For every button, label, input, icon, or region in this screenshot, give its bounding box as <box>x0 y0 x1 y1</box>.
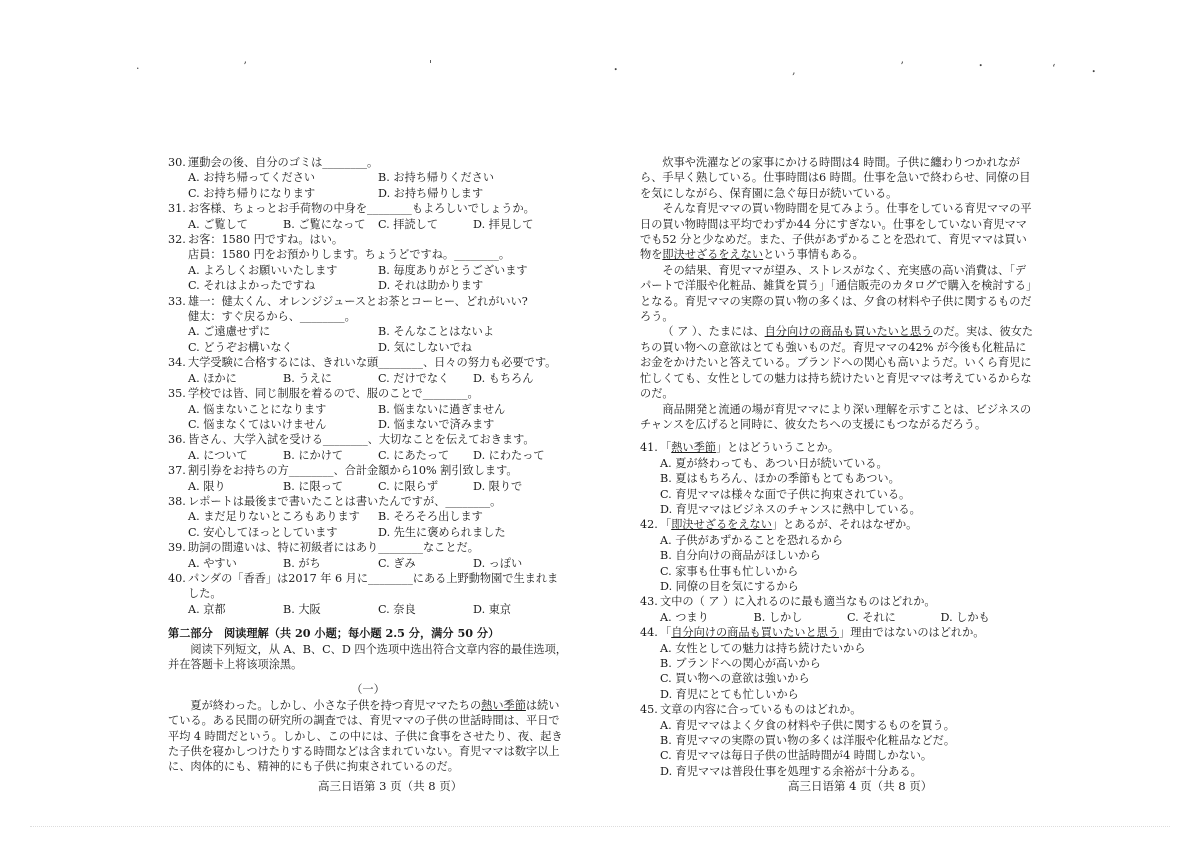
underlined-phrase: 自分向けの商品も買いたいと思う <box>671 626 840 640</box>
answer-option: D. 気にしないでね <box>378 340 472 354</box>
answer-option: A. まだ足りないところもあります <box>188 510 360 524</box>
answer-option: B. 育児ママの実際の買い物の多くは洋服や化粧品などだ。 <box>660 734 956 748</box>
answer-option: D. 育児ママはビジネスのチャンスに熱中している。 <box>660 502 921 516</box>
option-row <box>168 602 568 617</box>
answer-option: A. やすい <box>188 556 237 570</box>
question-number: 33. <box>168 294 186 308</box>
question-number: 36. <box>168 433 186 447</box>
question-number: 35. <box>168 387 186 401</box>
scan-mark: · <box>136 62 140 75</box>
option-row <box>168 417 568 432</box>
question-text: レポートは最後まで書いたことは書いたんですが、________。 <box>188 494 502 508</box>
question-number: 40. <box>168 571 186 585</box>
question-text: 雄一：健太くん、オレンジジュースとお茶とコーヒー、どれがいい? <box>188 294 528 308</box>
question-text-part: 「 <box>660 626 672 640</box>
answer-option: D. 育児にとても忙しいから <box>660 687 799 701</box>
passage-number: （一） <box>351 683 385 697</box>
question-number: 41. <box>640 441 658 455</box>
answer-option: D. 拝見して <box>473 217 534 231</box>
answer-option: D. にわたって <box>473 448 545 462</box>
answer-option: A. 限り <box>188 479 226 493</box>
answer-option: A. 女性としての魅力は持ち続けたいから <box>660 641 866 655</box>
option-row <box>168 509 568 524</box>
answer-option: A. ご覧して <box>188 217 248 231</box>
scan-mark: ꞏ <box>1092 65 1096 78</box>
answer-option: A. 悩まないことになります <box>188 402 327 416</box>
answer-option: A. ほかに <box>188 371 237 385</box>
answer-option: C. どうぞお構いなく <box>188 340 293 354</box>
answer-option: B. に限って <box>283 479 344 493</box>
answer-option: B. しかし <box>753 610 803 624</box>
answer-option: C. 拝読して <box>378 217 439 231</box>
question-text <box>660 594 936 609</box>
page-footer-right: 高三日语第 4 页（共 8 页） <box>788 779 933 793</box>
passage-text: 夏が終わった。しかし、小さな子供を持つ育児ママたちの <box>190 698 482 712</box>
answer-option: D. 先生に褒められました <box>378 525 506 539</box>
passage-text: そんな育児ママの買い物時間を見てみよう。仕事をしている育児ママの平日の買い物時間は平均でわずか44 分にすぎない。仕事をしていない育児ママでも52 分と少なめだ。また、子供があずかることを恐れて、育児ママは買い物を <box>640 202 1032 262</box>
question-text: 健太：すぐ戻るから、________。 <box>188 310 356 324</box>
answer-option: B. そろそろ出します <box>378 510 483 524</box>
question-stem <box>168 463 568 478</box>
option-row <box>168 263 568 278</box>
answer-option: A. よろしくお願いいたします <box>188 263 338 277</box>
answer-option: C. に限らず <box>378 479 439 493</box>
answer-option: D. っぽい <box>473 556 523 570</box>
passage-text: は続いている。ある民間の研究所の調査では、育児ママの子供の世話時間は、平日で平均 4 時間だという。しかし、この中には、子供に食事をさせたり、夜、起きた子供を寝かしつけたりする時間などは含まれていない。育児ママは数字以上に、肉体的にも、精神的にも子供に拘束されているのだ。 <box>168 698 563 774</box>
answer-option: B. ブランドへの関心が高いから <box>660 657 821 670</box>
answer-option: A. 京都 <box>188 602 226 616</box>
question-stem <box>168 201 568 216</box>
question-stem <box>640 440 1034 455</box>
scan-mark: ꞏ <box>614 63 618 76</box>
scan-mark: ʻ <box>1052 62 1056 75</box>
scan-mark: ' <box>429 58 433 71</box>
answer-option: B. そんなことはないよ <box>378 325 495 339</box>
question-text: お客様、ちょっとお手荷物の中身を________もよろしいでしょうか。 <box>188 202 535 216</box>
answer-option: B. 夏はもちろん、ほかの季節もとてもあつい。 <box>660 472 900 486</box>
passage-text: のだ。実は、彼女たちの買い物への意欲はとても強いものだ。育児ママの42% が今後も化粧品にお金をかけたいと答えている。ブランドへの関心も高いようだ。いくら育児に忙しくても、女性としての魅力は持ち続けたいと育児ママは考えているからなのだ。 <box>640 325 1034 401</box>
scan-marks <box>0 58 1200 78</box>
scan-mark: ‚ <box>792 64 796 77</box>
answer-option: B. 毎度ありがとうございます <box>378 263 528 277</box>
question-stem <box>168 155 568 170</box>
question-stem <box>168 386 568 401</box>
answer-option: C. 育児ママは毎日子供の世話時間が4 時間しかない。 <box>660 749 933 763</box>
question-text <box>660 440 839 455</box>
scan-mark: ꞏ <box>979 59 983 72</box>
answer-option: C. 安心してほっとしています <box>188 525 338 539</box>
answer-option: C. 買い物への意欲は強いから <box>660 672 810 686</box>
underlined-phrase: 自分向けの商品も買いたいと思う <box>764 325 933 339</box>
option-row <box>168 402 568 417</box>
question-text: 運動会の後、自分のゴミは________。 <box>188 156 379 169</box>
answer-option: A. お持ち帰ってください <box>188 171 316 185</box>
question-text: 助詞の間違いは、特に初級者にはあり________なことだ。 <box>188 541 479 555</box>
option-row <box>168 186 568 201</box>
answer-option: A. 子供があずかることを恐れるから <box>660 533 844 547</box>
question-number: 30. <box>168 156 186 169</box>
answer-option: A. 育児ママはよく夕食の材料や子供に関するものを買う。 <box>660 718 955 732</box>
passage-paragraph: 炊事や洗濯などの家事にかける時間は4 時間。子供に纏わりつかれながら、手早く熟している。仕事時間は6 時間。仕事を急いで終わらせ、同僚の目を気にしながら、保育園に急ぐ毎日が続いている。 <box>640 156 1031 200</box>
question-number: 38. <box>168 494 186 508</box>
question-text: 大学受験に合格するには、きれいな頭________、日々の努力も必要です。 <box>188 356 557 370</box>
answer-option: D. 悩まないで済みます <box>378 417 495 431</box>
question-text: 店員：1580 円をお預かりします。ちょうどですね。________。 <box>188 248 511 262</box>
question-text: 学校では皆、同じ制服を着るので、服のことで________。 <box>188 387 479 401</box>
answer-option: B. うえに <box>283 371 332 385</box>
answer-option: D. しかも <box>940 610 990 624</box>
answer-option: C. だけでなく <box>378 371 450 385</box>
question-text-part: 文中の（ ア ）に入れるのに最も適当なものはどれか。 <box>660 595 936 609</box>
answer-option: D. 同僚の目を気にするから <box>660 579 799 593</box>
passage-paragraph <box>640 324 1034 401</box>
question-number: 44. <box>640 626 658 640</box>
answer-option: A. について <box>188 448 248 462</box>
scan-mark: ʼ <box>900 60 904 73</box>
question-stem <box>168 540 568 555</box>
question-stem <box>168 232 568 247</box>
scan-edge <box>30 826 1170 827</box>
option-row <box>168 371 568 386</box>
question-stem <box>640 517 1034 532</box>
underlined-phrase: 即決せざるをえない <box>671 518 772 532</box>
option-row <box>168 556 568 571</box>
answer-option: D. 限りで <box>473 479 523 493</box>
passage-text: という事情もある。 <box>763 248 864 262</box>
answer-option: B. 大阪 <box>283 602 321 616</box>
question-text: パンダの「香香」は2017 年 6 月に________にある上野動物園で生まれました。 <box>188 571 559 601</box>
answer-option: A. ご遠慮せずに <box>188 325 271 339</box>
question-text-part: 文章の内容に合っているものはどれか。 <box>660 703 862 717</box>
question-stem <box>168 432 568 447</box>
left-page <box>168 155 568 775</box>
question-stem <box>640 594 1034 609</box>
answer-option: A. 夏が終わっても、あつい日が続いている。 <box>660 456 888 470</box>
answer-option: D. お持ち帰りします <box>378 186 484 200</box>
question-stem <box>168 355 568 370</box>
question-stem <box>168 494 568 509</box>
answer-option: B. ご覧になって <box>283 217 366 231</box>
question-text-part: 「 <box>660 518 672 532</box>
question-text-part: 「 <box>660 441 672 455</box>
option-row <box>168 170 568 185</box>
passage-text: （ ア ）、たまには、 <box>662 325 765 339</box>
question-text-part: 」とあるが、それはなぜか。 <box>771 518 918 532</box>
question-stem <box>168 571 568 602</box>
option-row <box>168 525 568 540</box>
answer-option: D. もちろん <box>473 371 534 385</box>
page-footer-left: 高三日语第 3 页（共 8 页） <box>318 779 463 793</box>
option-row <box>168 340 568 355</box>
underlined-phrase: 熱い季節 <box>481 698 526 712</box>
answer-option: C. ぎみ <box>378 556 416 570</box>
section-instructions: 阅读下列短文，从 A、B、C、D 四个选项中选出符合文章内容的最佳选项，并在答题卡上将该项涂黑。 <box>168 642 567 671</box>
question-number: 39. <box>168 541 186 555</box>
option-row <box>168 278 568 293</box>
answer-option: D. 育児ママは普段仕事を処理する余裕が十分ある。 <box>660 764 922 778</box>
question-stem <box>640 702 1034 717</box>
question-text-part: 」理由ではないのはどれか。 <box>839 626 985 640</box>
option-row <box>168 324 568 339</box>
answer-option: C. それはよかったですね <box>188 279 316 293</box>
answer-option: C. にあたって <box>378 448 450 462</box>
scan-mark: ʼ <box>243 60 247 73</box>
underlined-phrase: 熱い季節 <box>671 441 716 455</box>
answer-option: C. それに <box>847 610 896 624</box>
question-text: 皆さん、大学入試を受ける________、大切なことを伝えておきます。 <box>188 433 535 447</box>
answer-option: B. にかけて <box>283 448 344 462</box>
answer-option: C. 悩まなくてはいけません <box>188 417 327 431</box>
grammar-questions <box>168 155 568 617</box>
reading-questions <box>640 440 1034 779</box>
answer-option: B. お持ち帰りください <box>378 171 495 185</box>
right-page <box>640 155 1034 779</box>
answer-option: D. それは助かります <box>378 279 484 293</box>
underlined-phrase: 即決せざるをえない <box>662 248 764 262</box>
question-text <box>660 625 984 640</box>
question-number: 43. <box>640 595 658 609</box>
question-number: 37. <box>168 464 186 478</box>
question-stem <box>168 294 568 309</box>
option-row <box>640 610 1034 625</box>
option-row <box>168 217 568 232</box>
answer-option: C. 奈良 <box>378 602 416 616</box>
option-row <box>168 479 568 494</box>
option-row <box>168 448 568 463</box>
section-title: 第二部分 阅读理解（共 20 小题；每小题 2.5 分，满分 50 分） <box>168 626 500 641</box>
passage-paragraph <box>168 698 568 775</box>
answer-option: B. 自分向けの商品がほしいから <box>660 549 821 563</box>
question-text <box>660 702 861 717</box>
question-number: 32. <box>168 233 186 247</box>
passage-paragraph: 商品開発と流通の場が育児ママにより深い理解を示すことは、ビジネスのチャンスを広げると同時に、彼女たちへの支援にもつながるだろう。 <box>640 402 1032 431</box>
answer-option: B. がち <box>283 556 321 570</box>
answer-option: B. 悩まないに過ぎません <box>378 402 506 416</box>
answer-option: C. 家事も仕事も忙しいから <box>660 564 799 578</box>
answer-option: C. お持ち帰りになります <box>188 186 316 200</box>
passage-paragraph: その結果、育児ママが望み、ストレスがなく、充実感の高い消費は、「デパートで洋服や化粧品、雑貨を買う」「通信販売のカタログで購入を検討する」となる。育児ママの実際の買い物の多くは、夕食の材料や子供に関するものだろう。 <box>640 263 1032 324</box>
question-number: 45. <box>640 703 658 717</box>
passage-paragraph <box>640 201 1034 263</box>
answer-option: A. つまり <box>660 610 709 624</box>
answer-option: D. 東京 <box>473 602 512 616</box>
question-number: 31. <box>168 202 186 216</box>
question-number: 34. <box>168 356 186 370</box>
question-text <box>660 517 917 532</box>
question-text: お客：1580 円ですね。はい。 <box>188 233 344 247</box>
question-text-part: 」とはどういうことか。 <box>715 441 840 455</box>
question-stem <box>640 625 1034 640</box>
answer-option: C. 育児ママは様々な面で子供に拘束されている。 <box>660 487 911 501</box>
question-number: 42. <box>640 518 658 532</box>
question-text: 割引券をお持ちの方________、合計金額から10% 割引致します。 <box>188 464 518 478</box>
